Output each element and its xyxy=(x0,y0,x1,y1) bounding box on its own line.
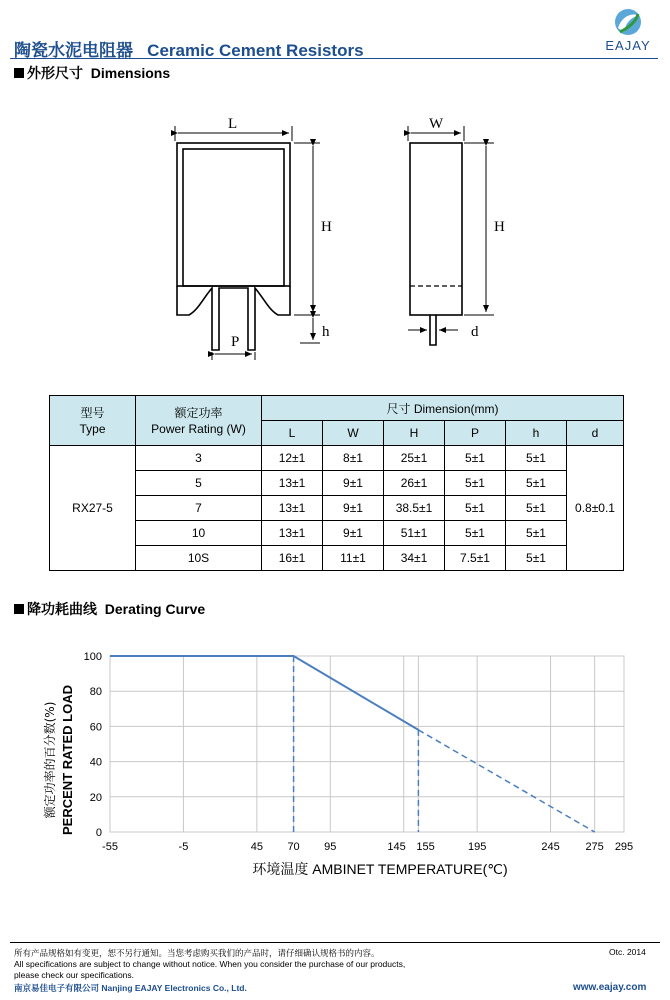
footer-line-en: All specifications are subject to change without notice. When you consider the purchase of our products, xyxy=(14,959,406,969)
plot-area xyxy=(110,656,624,832)
x-tick-label: 70 xyxy=(287,841,300,853)
cell-h: 5±1 xyxy=(506,471,567,496)
cell-W: 11±1 xyxy=(323,546,384,571)
cell-L: 13±1 xyxy=(262,471,323,496)
d-cell: 0.8±0.1 xyxy=(567,446,624,571)
side-view xyxy=(410,143,462,345)
power-cell: 10 xyxy=(136,521,262,546)
col-h: h xyxy=(506,421,567,446)
label-L: L xyxy=(228,116,238,132)
cell-H: 25±1 xyxy=(384,446,445,471)
cell-P: 7.5±1 xyxy=(445,546,506,571)
xlabel: 环境温度 AMBINET TEMPERATURE(℃) xyxy=(252,861,508,877)
type-cell: RX27-5 xyxy=(50,446,136,571)
cell-W: 9±1 xyxy=(323,521,384,546)
cell-L: 13±1 xyxy=(262,496,323,521)
x-tick-label: 295 xyxy=(614,841,634,853)
label-P: P xyxy=(231,334,240,350)
x-tick-label: 145 xyxy=(387,841,406,853)
col-W: W xyxy=(323,421,384,446)
series-line-rated xyxy=(110,656,418,730)
ylabel-en: PERCENT RATED LOAD xyxy=(60,685,75,835)
derating-heading: 降功耗曲线 Derating Curve xyxy=(14,599,205,619)
cell-h: 5±1 xyxy=(506,546,567,571)
label-h: h xyxy=(322,324,330,340)
label-W: W xyxy=(429,116,444,132)
table-row xyxy=(50,546,624,571)
cell-P: 5±1 xyxy=(445,496,506,521)
footer-rule xyxy=(10,942,660,943)
cell-L: 13±1 xyxy=(262,521,323,546)
footer-line-cn: 所有产品规格如有变更，恕不另行通知。当您考虑购买我们的产品时，请仔细确认规格书的内容。 xyxy=(14,948,380,958)
dimension-table xyxy=(49,395,624,571)
cell-h: 5±1 xyxy=(506,496,567,521)
col-H: H xyxy=(384,421,445,446)
x-tick-label: 95 xyxy=(324,841,337,853)
col-power-header: 额定功率 Power Rating (W) xyxy=(136,396,262,446)
ylabel-cn: 额定功率的百分数(%) xyxy=(43,701,57,819)
title-cn: 陶瓷水泥电阻器 xyxy=(14,41,133,60)
power-cell: 10S xyxy=(136,546,262,571)
footer-website[interactable]: www.eajay.com xyxy=(573,982,647,993)
cell-P: 5±1 xyxy=(445,471,506,496)
front-view xyxy=(177,143,290,350)
y-tick-label: 20 xyxy=(89,791,102,804)
label-H-side: H xyxy=(494,219,505,235)
cell-H: 26±1 xyxy=(384,471,445,496)
derating-chart xyxy=(0,630,670,890)
cell-W: 9±1 xyxy=(323,496,384,521)
col-dimension-header: 尺寸 Dimension(mm) xyxy=(262,396,624,421)
x-tick-label: -55 xyxy=(102,841,118,853)
label-H-front: H xyxy=(321,219,332,235)
y-tick-label: 60 xyxy=(89,721,102,734)
footer-date: Otc. 2014 xyxy=(609,947,646,957)
table-row xyxy=(50,521,624,546)
x-tick-label: 45 xyxy=(250,841,263,853)
y-tick-label: 0 xyxy=(95,827,102,839)
table-row xyxy=(50,496,624,521)
cell-W: 8±1 xyxy=(323,446,384,471)
cell-h: 5±1 xyxy=(506,446,567,471)
cell-H: 38.5±1 xyxy=(384,496,445,521)
col-P: P xyxy=(445,421,506,446)
col-L: L xyxy=(262,421,323,446)
cell-L: 12±1 xyxy=(262,446,323,471)
dimension-drawing xyxy=(160,110,520,365)
x-tick-label: 245 xyxy=(541,841,560,853)
x-tick-label: 195 xyxy=(467,841,487,853)
power-cell: 5 xyxy=(136,471,262,496)
y-tick-label: 80 xyxy=(89,686,102,699)
cell-H: 51±1 xyxy=(384,521,445,546)
cell-P: 5±1 xyxy=(445,521,506,546)
col-type-header: 型号 Type xyxy=(50,396,136,446)
power-cell: 3 xyxy=(136,446,262,471)
cell-P: 5±1 xyxy=(445,446,506,471)
cell-H: 34±1 xyxy=(384,546,445,571)
title-en: Ceramic Cement Resistors xyxy=(147,41,364,60)
table-row xyxy=(50,446,624,471)
y-tick-label: 100 xyxy=(83,651,102,663)
power-cell: 7 xyxy=(136,496,262,521)
footer-company: 南京易佳电子有限公司 Nanjing EAJAY Electronics Co., Ltd. xyxy=(14,983,247,993)
cell-W: 9±1 xyxy=(323,471,384,496)
x-tick-label: 155 xyxy=(416,841,435,853)
series-line-extension xyxy=(418,730,594,832)
table-row xyxy=(50,471,624,496)
cell-h: 5±1 xyxy=(506,521,567,546)
dimensions-heading: 外形尺寸 Dimensions xyxy=(14,63,170,83)
title-rule xyxy=(10,58,658,59)
x-tick-label: 275 xyxy=(585,841,604,853)
label-d: d xyxy=(471,324,479,340)
logo-text: EAJAY xyxy=(605,38,651,53)
x-tick-label: -5 xyxy=(178,841,189,853)
footer-line-en2: please check our specifications. xyxy=(14,970,135,980)
cell-L: 16±1 xyxy=(262,546,323,571)
col-d: d xyxy=(567,421,624,446)
y-tick-label: 40 xyxy=(89,756,102,769)
